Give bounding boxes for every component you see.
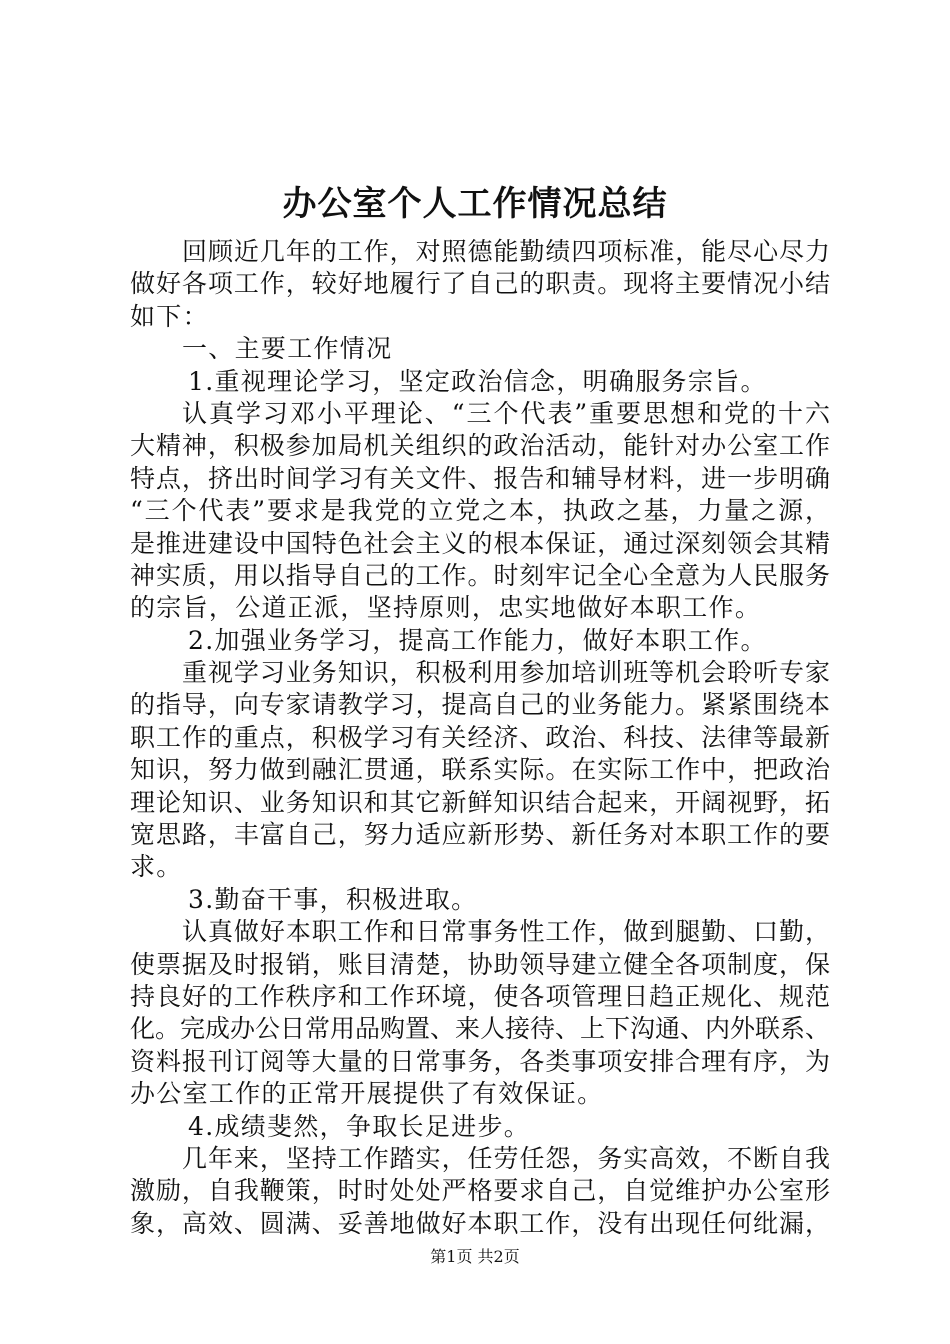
paragraph-line: 持良好的工作秩序和工作环境，使各项管理日趋正规化、规范 (130, 981, 830, 1011)
paragraph-line: “三个代表”要求是我党的立党之本，执政之基，力量之源， (130, 496, 830, 526)
paragraph-line: 大精神，积极参加局机关组织的政治活动，能针对办公室工作 (130, 431, 830, 461)
paragraph-line: 认真做好本职工作和日常事务性工作，做到腿勤、口勤， (182, 917, 830, 947)
paragraph-line: 职工作的重点，积极学习有关经济、政治、科技、法律等最新 (130, 722, 830, 752)
paragraph-line: 的指导，向专家请教学习，提高自己的业务能力。紧紧围绕本 (130, 690, 830, 720)
subsection-heading: 3.勤奋干事，积极进取。 (188, 884, 478, 914)
subsection-heading: 2.加强业务学习，提高工作能力，做好本职工作。 (188, 625, 767, 655)
paragraph-line: 知识，努力做到融汇贯通，联系实际。在实际工作中，把政治 (130, 755, 830, 785)
subsection-heading: 4.成绩斐然，争取长足进步。 (188, 1111, 531, 1141)
paragraph-line: 理论知识、业务知识和其它新鲜知识结合起来，开阔视野，拓 (130, 787, 830, 817)
paragraph-line: 是推进建设中国特色社会主义的根本保证，通过深刻领会其精 (130, 528, 830, 558)
paragraph-line: 重视学习业务知识，积极利用参加培训班等机会聆听专家 (182, 658, 830, 688)
paragraph-line: 象，高效、圆满、妥善地做好本职工作，没有出现任何纰漏， (130, 1208, 830, 1238)
page-number-footer: 第1页 共2页 (430, 1247, 520, 1266)
paragraph-line: 做好各项工作，较好地履行了自己的职责。现将主要情况小结 (130, 269, 830, 299)
document-title: 办公室个人工作情况总结 (282, 184, 668, 224)
paragraph-line: 办公室工作的正常开展提供了有效保证。 (130, 1079, 604, 1109)
subsection-heading: 1.重视理论学习，坚定政治信念，明确服务宗旨。 (188, 366, 767, 396)
paragraph-line: 求。 (130, 852, 183, 882)
paragraph-line: 化。完成办公日常用品购置、来人接待、上下沟通、内外联系、 (130, 1014, 831, 1044)
paragraph-line: 认真学习邓小平理论、“三个代表”重要思想和党的十六 (182, 398, 830, 428)
paragraph-line: 的宗旨，公道正派，坚持原则，忠实地做好本职工作。 (130, 593, 762, 623)
paragraph-line: 几年来，坚持工作踏实，任劳任怨，务实高效，不断自我 (182, 1143, 830, 1173)
paragraph-line: 激励，自我鞭策，时时处处严格要求自己，自觉维护办公室形 (130, 1176, 830, 1206)
paragraph-line: 宽思路，丰富自己，努力适应新形势、新任务对本职工作的要 (130, 820, 830, 850)
section-heading: 一、主要工作情况 (182, 334, 393, 364)
document-body (130, 236, 830, 1240)
paragraph-line: 特点，挤出时间学习有关文件、报告和辅导材料，进一步明确 (130, 463, 830, 493)
paragraph-line: 如下： (130, 301, 209, 331)
paragraph-line: 回顾近几年的工作，对照德能勤绩四项标准，能尽心尽力 (182, 237, 830, 266)
paragraph-line: 神实质，用以指导自己的工作。时刻牢记全心全意为人民服务 (130, 560, 830, 590)
paragraph-line: 资料报刊订阅等大量的日常事务，各类事项安排合理有序，为 (130, 1046, 830, 1076)
paragraph-line: 使票据及时报销，账目清楚，协助领导建立健全各项制度，保 (130, 949, 830, 979)
